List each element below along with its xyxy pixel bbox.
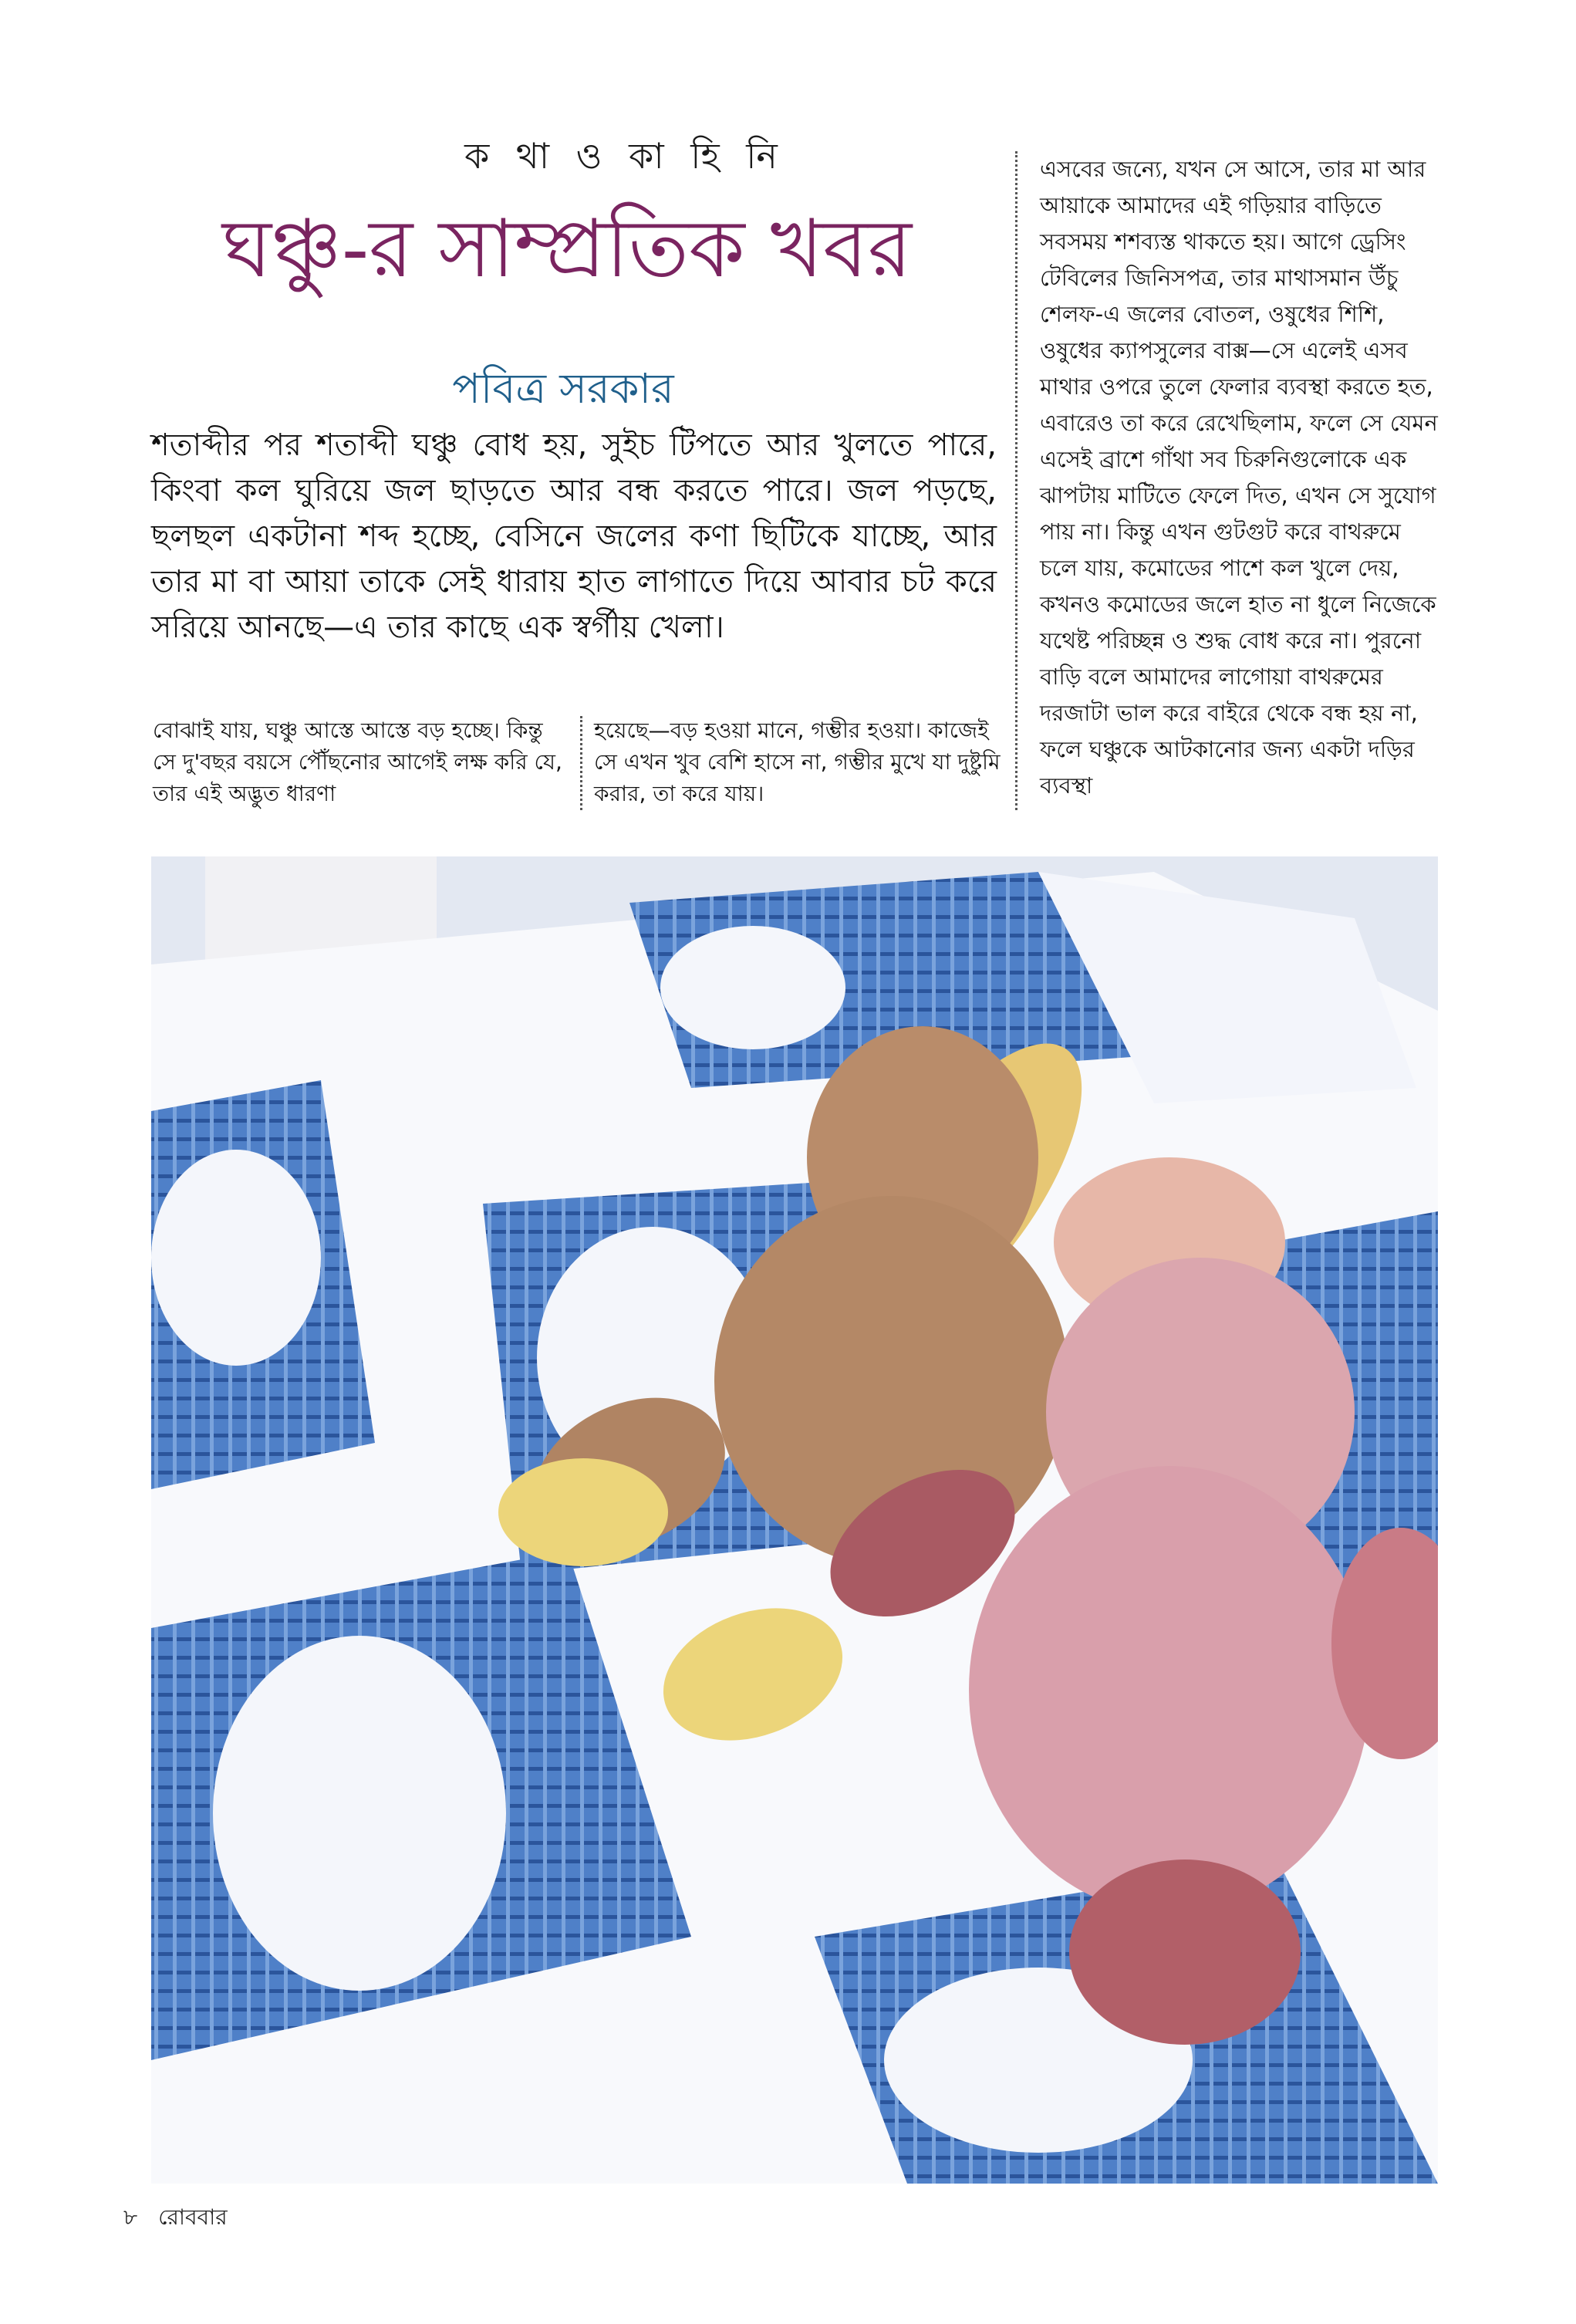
column-divider — [1015, 151, 1017, 810]
body-column-middle: হয়েছে—বড় হওয়া মানে, গম্ভীর হওয়া। কাজেই সে এখন খুব বেশি হাসে না, গম্ভীর মুখে যা দুষ্টুমি করার, তা করে যায়। — [594, 718, 1001, 806]
article-photo — [151, 856, 1438, 2184]
page-footer — [123, 2201, 241, 2237]
publication-name: রোববার — [158, 2204, 228, 2230]
page-number: ৮ — [123, 2204, 138, 2230]
body-column-right: এসবের জন্যে, যখন সে আসে, তার মা আর আয়াকে আমাদের এই গড়িয়ার বাড়িতে সবসময় শশব্যস্ত থাকতে হয়। আগে ড্রেসিং টেবিলের জিনিসপত্র, তার মাথাসমান উঁচু শেলফ-এ জলের বোতল, ওষুধের শিশি, ওষুধের ক্যাপসুলের বাক্স—সে এলেই এসব মাথার ওপরে তুলে ফেলার ব্যবস্থা করতে হত, এবারেও তা করে রেখেছিলাম, ফলে সে যেমন এসেই ব্রাশে গাঁথা সব চিরুনিগুলোকে এক ঝাপটায় মাটিতে ফেলে দিত, এখন সে সুযোগ পায় না। কিন্তু এখন গুটগুট করে বাথরুমে চলে যায়, কমোডের পাশে কল খুলে দেয়, কখনও কমোডের জলে হাত না ধুলে নিজেকে যথেষ্ট পরিচ্ছন্ন ও শুদ্ধ বোধ করে না। পুরনো বাড়ি বলে আমাদের লাগোয়া বাথরুমের দরজাটা ভাল করে বাইরে থেকে বন্ধ হয় না, ফলে ঘঞ্চুকে আটকানোর জন্য একটা দড়ির ব্যবস্থা — [1040, 156, 1438, 799]
section-label: ক থা ও কা হি নি — [464, 135, 785, 177]
body-column-left: বোঝাই যায়, ঘঞ্চু আস্তে আস্তে বড় হচ্ছে। কিন্তু সে দু'বছর বয়সে পৌঁছনোর আগেই লক্ষ করি যে, তার এই অদ্ভুত ধারণা — [153, 718, 562, 806]
author-byline: পবিত্র সরকার — [452, 364, 674, 413]
plush-toys-on-quilt-illustration — [151, 856, 1438, 2184]
lead-paragraph: শতাব্দীর পর শতাব্দী ঘঞ্চু বোধ হয়, সুইচ টিপতে আর খুলতে পারে, কিংবা কল ঘুরিয়ে জল ছাড়তে আর বন্ধ করতে পারে। জল পড়ছে, ছলছল একটানা শব্দ হচ্ছে, বেসিনে জলের কণা ছিটিকে যাচ্ছে, আর তার মা বা আয়া তাকে সেই ধারায় হাত লাগাতে দিয়ে আবার চট করে সরিয়ে আনছে—এ তার কাছে এক স্বর্গীয় খেলা। — [151, 427, 997, 645]
headline: ঘঞ্চু-র সাম্প্রতিক খবর — [221, 201, 913, 296]
column-divider — [580, 716, 582, 810]
